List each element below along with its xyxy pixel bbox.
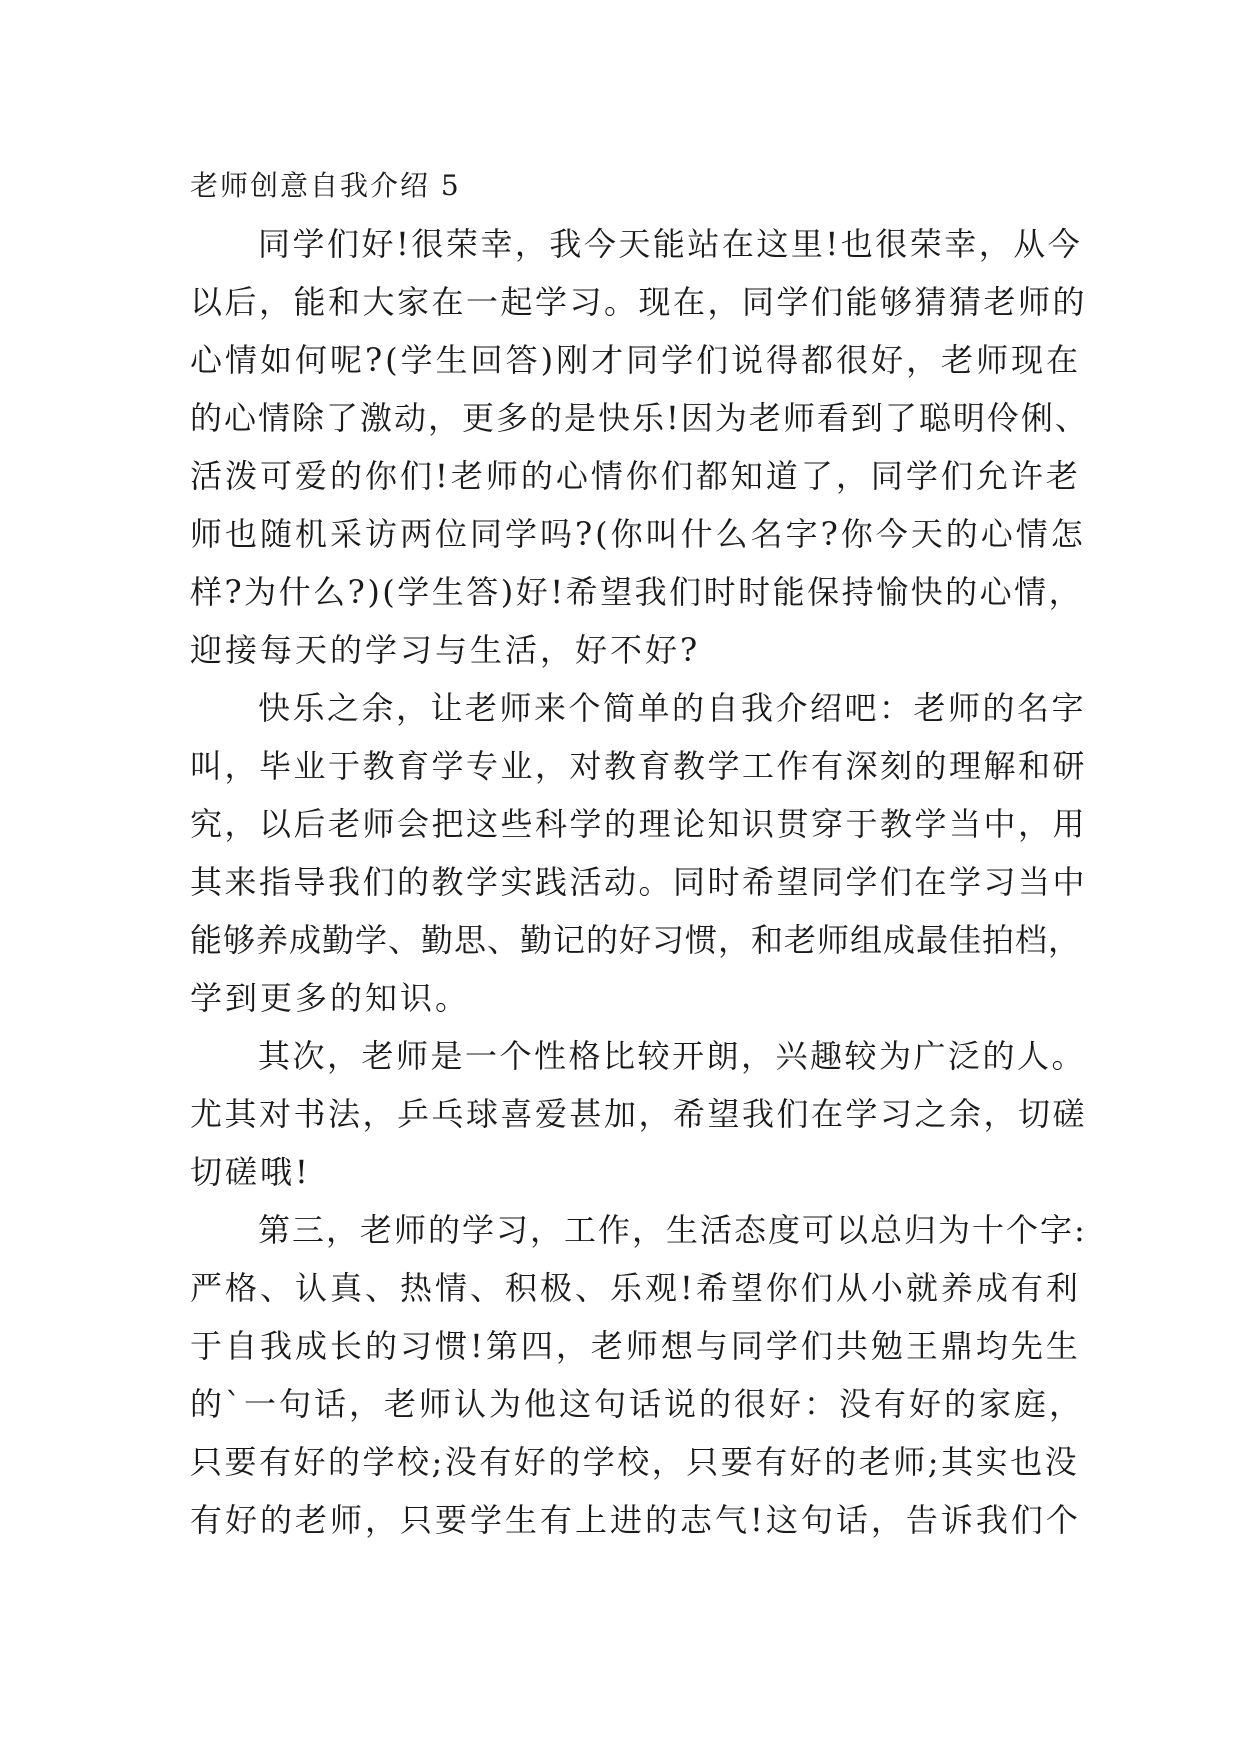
text-line: 快乐之余，让老师来个简单的自我介绍吧：老师的名字 xyxy=(258,689,1087,727)
text-line: 叫，毕业于教育学专业，对教育教学工作有深刻的理解和研 xyxy=(190,747,1088,785)
text-line: 于自我成长的习惯!第四，老师想与同学们共勉王鼎均先生 xyxy=(190,1327,1081,1365)
text-line: 严格、认真、热情、积极、乐观!希望你们从小就养成有利 xyxy=(190,1269,1081,1307)
text-line: 第三，老师的学习，工作，生活态度可以总归为十个字: xyxy=(258,1211,1087,1249)
text-line: 活泼可爱的你们!老师的心情你们都知道了，同学们允许老 xyxy=(190,457,1081,495)
text-line: 以后，能和大家在一起学习。现在，同学们能够猜猜老师的 xyxy=(190,283,1088,321)
text-line: 只要有好的学校;没有好的学校，只要有好的老师;其实也没 xyxy=(190,1443,1080,1481)
text-line: 的心情除了激动，更多的是快乐!因为老师看到了聪明伶俐、 xyxy=(190,399,1089,437)
text-line: 有好的老师，只要学生有上进的志气!这句话，告诉我们个 xyxy=(190,1501,1081,1539)
text-line: 尤其对书法，乒乓球喜爱甚加，希望我们在学习之余，切磋 xyxy=(190,1095,1088,1133)
text-line: 样?为什么?)(学生答)好!希望我们时时能保持愉快的心情， xyxy=(190,573,1084,611)
text-line: 其来指导我们的教学实践活动。同时希望同学们在学习当中 xyxy=(190,863,1088,901)
text-line: 的`一句话，老师认为他这句话说的很好：没有好的家庭， xyxy=(190,1385,1085,1423)
text-line: 学到更多的知识。 xyxy=(190,979,471,1017)
text-line: 其次，老师是一个性格比较开朗，兴趣较为广泛的人。 xyxy=(258,1037,1087,1075)
text-line: 究，以后老师会把这些科学的理论知识贯穿于教学当中，用 xyxy=(190,805,1088,843)
text-line: 同学们好!很荣幸，我今天能站在这里!也很荣幸，从今 xyxy=(258,225,1083,263)
text-line: 迎接每天的学习与生活，好不好? xyxy=(190,631,701,669)
text-line: 心情如何呢?(学生回答)刚才同学们说得都很好，老师现在 xyxy=(190,341,1082,379)
text-line: 能够养成勤学、勤思、勤记的好习惯，和老师组成最佳拍档， xyxy=(190,921,1082,959)
text-line: 切磋哦! xyxy=(190,1153,311,1191)
document-title: 老师创意自我介绍 5 xyxy=(190,169,461,202)
text-line: 师也随机采访两位同学吗?(你叫什么名字?你今天的心情怎 xyxy=(190,515,1086,553)
